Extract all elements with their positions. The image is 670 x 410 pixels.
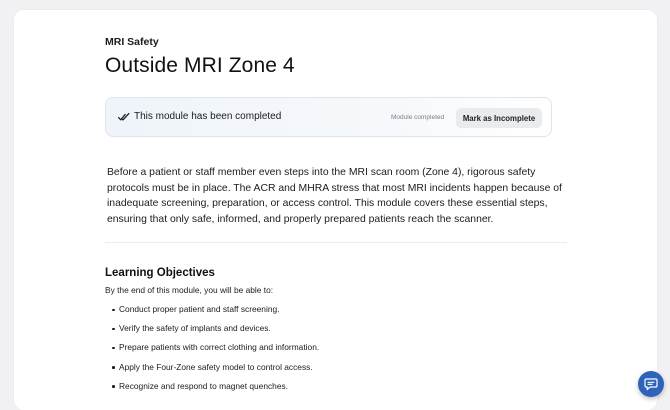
module-completed-label: Module completed: [391, 114, 445, 121]
list-item: Prepare patients with correct clothing and information.: [105, 342, 319, 361]
module-card: [14, 10, 657, 410]
learning-objectives-heading: Learning Objectives: [105, 267, 215, 279]
list-item: Conduct proper patient and staff screening.: [105, 304, 319, 323]
module-intro-text: Before a patient or staff member even steps into the MRI scan room (Zone 4), rigorous safety protocols must be in place. The ACR and MHRA stress that most MRI incidents happen because of inadequate screening, preparation, or access control. This module covers these essential steps, ensuring that only safe, informed, and properly prepared patients reach the scanner.: [107, 167, 562, 225]
completion-status-box: [105, 97, 552, 137]
section-divider: [105, 242, 567, 243]
chat-button[interactable]: [638, 371, 664, 397]
list-item: Recognize and respond to magnet quenches.: [105, 381, 319, 400]
learning-objectives-intro: By the end of this module, you will be able to:: [105, 285, 274, 295]
learning-objectives-list: [105, 304, 319, 400]
list-item: Apply the Four-Zone safety model to control access.: [105, 362, 319, 381]
chat-icon: [644, 378, 658, 391]
page-title: Outside MRI Zone 4: [105, 54, 295, 77]
breadcrumb[interactable]: MRI Safety: [105, 36, 159, 48]
mark-incomplete-button[interactable]: Mark as Incomplete: [456, 108, 542, 128]
completion-message-text: This module has been completed: [134, 111, 282, 122]
double-check-icon: [118, 112, 130, 122]
completion-message: [118, 111, 281, 122]
list-item: Verify the safety of implants and devices.: [105, 323, 319, 342]
